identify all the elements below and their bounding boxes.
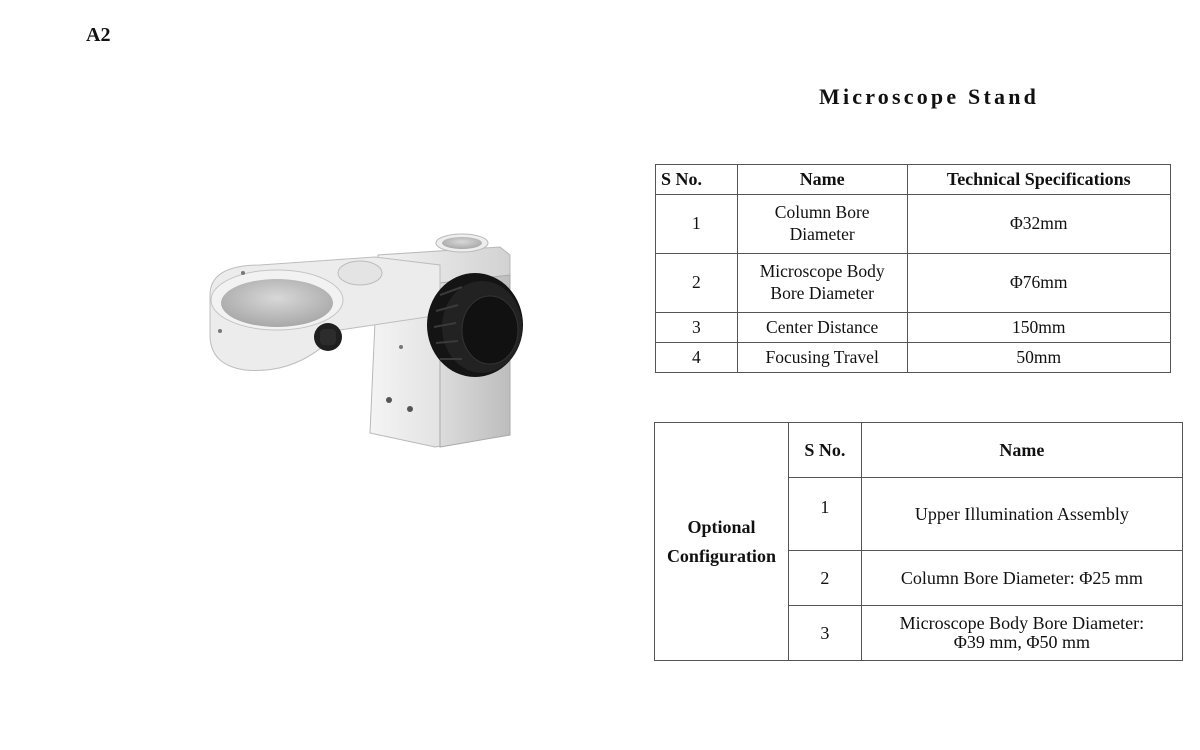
- sno-cell: 2: [788, 551, 861, 606]
- spec-cell: Φ32mm: [907, 195, 1170, 254]
- column-header-technical-specifications: Technical Specifications: [907, 165, 1170, 195]
- spec-cell: 50mm: [907, 343, 1170, 373]
- optional-configuration-table: [654, 422, 1183, 661]
- sno-cell: 3: [656, 313, 738, 343]
- sno-cell: 2: [656, 254, 738, 313]
- name-line: Φ39 mm, Φ50 mm: [953, 632, 1091, 652]
- group-label-line: Optional: [687, 516, 756, 537]
- column-header-name: Name: [861, 423, 1182, 478]
- name-cell: [737, 195, 907, 254]
- page-title: Microscope Stand: [819, 84, 1040, 109]
- column-header-sno: S No.: [788, 423, 861, 478]
- table-row: [656, 254, 1171, 313]
- name-cell: [737, 254, 907, 313]
- name-cell: Center Distance: [737, 313, 907, 343]
- name-line: Diameter: [789, 224, 855, 244]
- name-cell: Focusing Travel: [737, 343, 907, 373]
- table-row: [656, 195, 1171, 254]
- sno-cell: 3: [788, 606, 861, 661]
- column-header-sno: S No.: [656, 165, 738, 195]
- name-line: Microscope Body Bore Diameter:: [899, 613, 1145, 634]
- sno-cell: 1: [788, 478, 861, 551]
- spec-cell: Φ76mm: [907, 254, 1170, 313]
- specifications-table: [655, 164, 1171, 373]
- microscope-stand-image: [200, 225, 540, 465]
- name-cell: Upper Illumination Assembly: [861, 478, 1182, 551]
- column-header-name: Name: [737, 165, 907, 195]
- name-cell: [861, 606, 1182, 661]
- spec-cell: 150mm: [907, 313, 1170, 343]
- sno-cell: 1: [656, 195, 738, 254]
- page-id: A2: [86, 24, 111, 46]
- name-line: Column Bore: [774, 202, 870, 223]
- optional-configuration-label: [655, 423, 789, 661]
- name-cell: Column Bore Diameter: Φ25 mm: [861, 551, 1182, 606]
- group-label-line: Configuration: [666, 545, 776, 566]
- sno-cell: 4: [656, 343, 738, 373]
- table-header-row: [655, 423, 1183, 478]
- name-line: Microscope Body: [759, 261, 885, 282]
- table-header-row: [656, 165, 1171, 195]
- table-row: [656, 343, 1171, 373]
- table-row: [656, 313, 1171, 343]
- name-line: Bore Diameter: [770, 283, 874, 303]
